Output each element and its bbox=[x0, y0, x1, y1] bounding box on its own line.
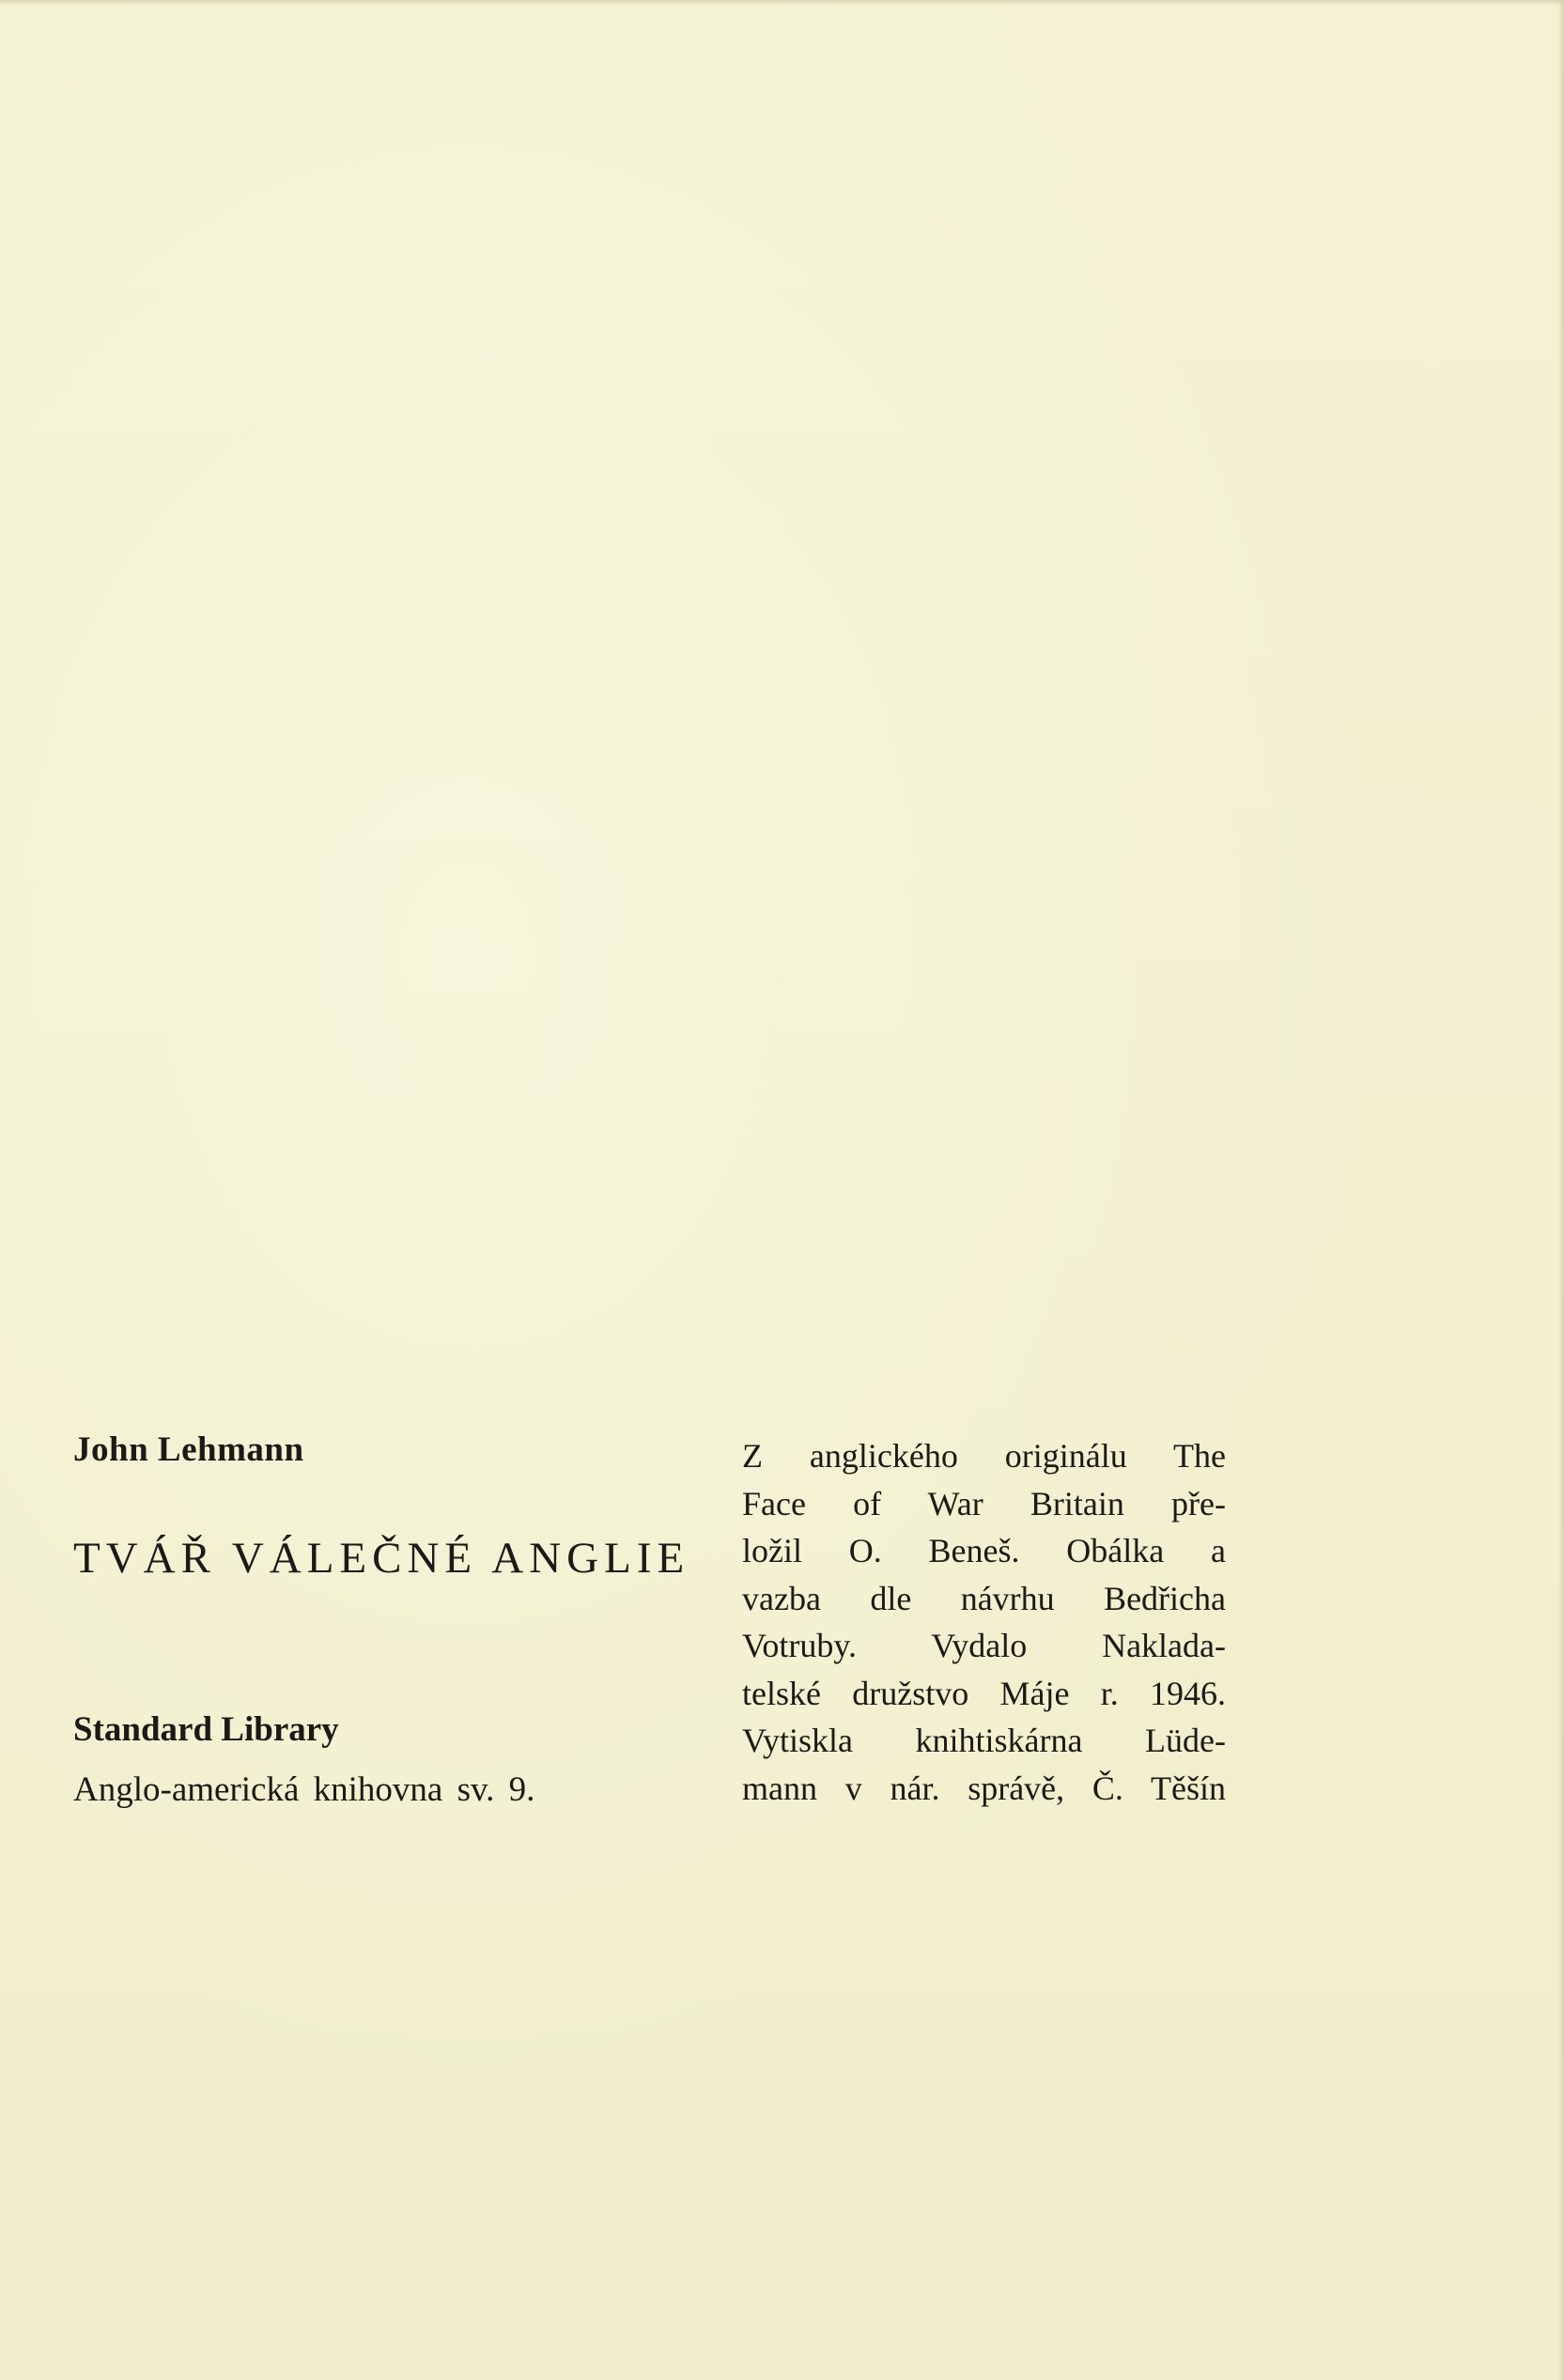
series-volume: Anglo-americká knihovna sv. 9. bbox=[73, 1770, 535, 1809]
colophon-line: Vytiskla knihtiskárna Lüde- bbox=[742, 1722, 1226, 1759]
colophon-line: vazba dle návrhu Bedřicha bbox=[742, 1579, 1226, 1617]
imprint-block bbox=[73, 1432, 731, 1807]
colophon-line: ložil O. Beneš. Obálka a bbox=[742, 1532, 1226, 1569]
colophon-line: mann v nár. správě, Č. Těšín bbox=[742, 1769, 1226, 1807]
series-name: Standard Library bbox=[73, 1710, 339, 1749]
author-name: John Lehmann bbox=[73, 1430, 304, 1469]
colophon-line: Z anglického originálu The bbox=[742, 1437, 1226, 1475]
page-edge-top bbox=[0, 0, 1564, 6]
book-title: TVÁŘ VÁLEČNÉ ANGLIE bbox=[73, 1534, 690, 1583]
colophon-line: Face of War Britain pře- bbox=[742, 1484, 1226, 1522]
page-edge-right bbox=[1558, 0, 1564, 2380]
colophon-line: Votruby. Vydalo Naklada- bbox=[742, 1627, 1226, 1664]
colophon-block bbox=[742, 1432, 1226, 1812]
colophon-line: telské družstvo Máje r. 1946. bbox=[742, 1674, 1226, 1712]
